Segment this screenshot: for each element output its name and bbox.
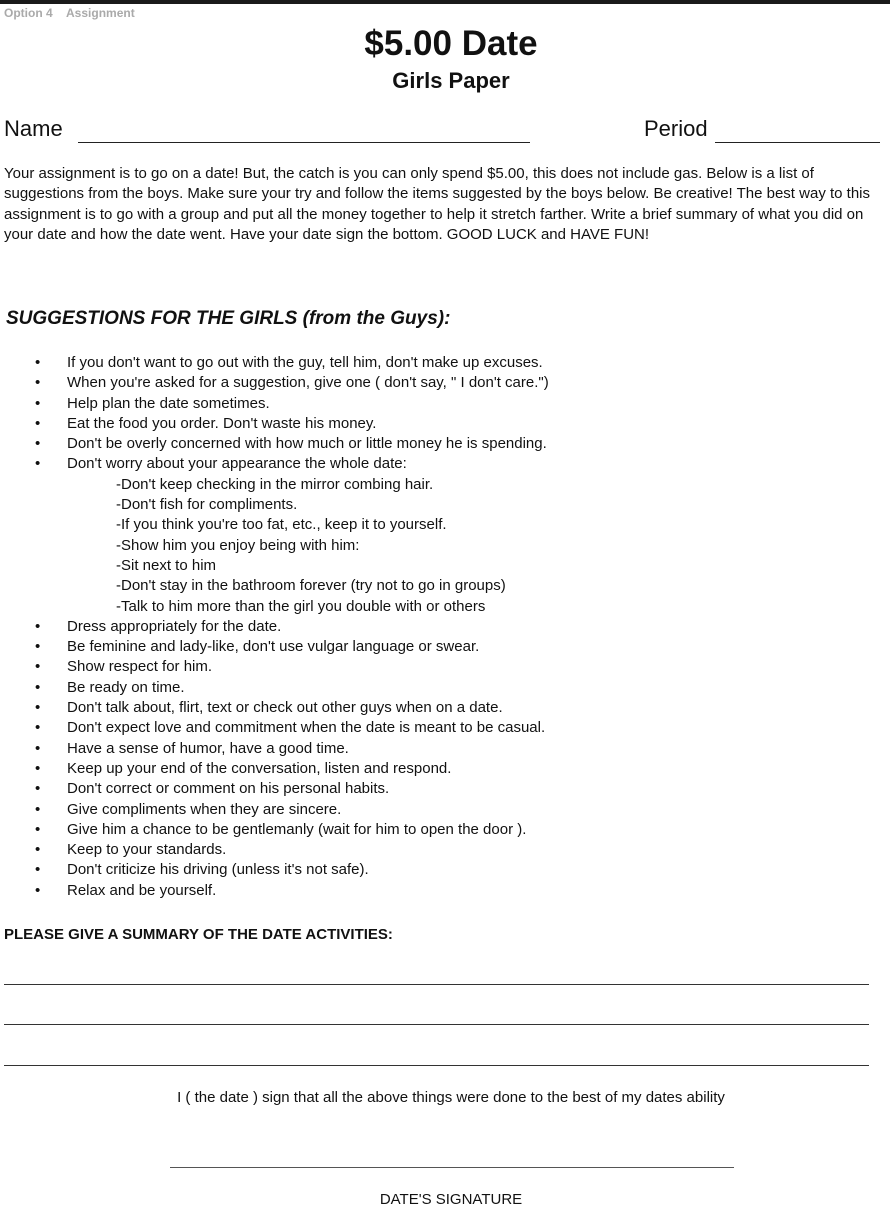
suggestions-list bbox=[0, 353, 890, 901]
sub-list-item: -Show him you enjoy being with him: bbox=[116, 536, 360, 554]
list-item: • Relax and be yourself. bbox=[0, 881, 890, 901]
summary-line[interactable] bbox=[4, 1065, 869, 1066]
page-subtitle: Girls Paper bbox=[392, 68, 510, 93]
sub-list-item: -If you think you're too fat, etc., keep it to yourself. bbox=[116, 516, 447, 534]
list-item: • Dress appropriately for the date. bbox=[0, 617, 890, 637]
sign-statement: I ( the date ) sign that all the above things were done to the best of my dates ability bbox=[177, 1089, 725, 1106]
list-item: • Don't criticize his driving (unless it's not safe). bbox=[0, 860, 890, 880]
list-item: • Keep up your end of the conversation, listen and respond. bbox=[0, 759, 890, 779]
header-label bbox=[4, 6, 135, 20]
list-item: • Eat the food you order. Don't waste his money. bbox=[0, 414, 890, 434]
sub-list-item: -Don't keep checking in the mirror combing hair. bbox=[116, 475, 434, 493]
period-label: Period bbox=[644, 116, 708, 141]
list-item: • Show respect for him. bbox=[0, 657, 890, 677]
list-item: • Keep to your standards. bbox=[0, 840, 890, 860]
list-item: • Don't expect love and commitment when the date is meant to be casual. bbox=[0, 718, 890, 738]
suggestions-heading: SUGGESTIONS FOR THE GIRLS (from the Guys): bbox=[6, 308, 451, 329]
name-label: Name bbox=[4, 116, 63, 141]
signature-line[interactable] bbox=[170, 1167, 734, 1168]
list-item: • Don't worry about your appearance the whole date: bbox=[0, 454, 890, 474]
sub-list-item: -Don't fish for compliments. bbox=[116, 496, 298, 514]
list-item: • Don't correct or comment on his personal habits. bbox=[0, 779, 890, 799]
list-item: • When you're asked for a suggestion, give one ( don't say, " I don't care.") bbox=[0, 373, 890, 393]
top-border bbox=[0, 0, 890, 4]
summary-line[interactable] bbox=[4, 984, 869, 985]
summary-heading: PLEASE GIVE A SUMMARY OF THE DATE ACTIVITIES: bbox=[4, 926, 393, 943]
name-field-line[interactable] bbox=[78, 142, 530, 143]
list-item: • Give him a chance to be gentlemanly (wait for him to open the door ). bbox=[0, 820, 890, 840]
period-field-line[interactable] bbox=[715, 142, 880, 143]
list-item: • Be ready on time. bbox=[0, 678, 890, 698]
list-item: • Have a sense of humor, have a good time. bbox=[0, 739, 890, 759]
list-item: • Help plan the date sometimes. bbox=[0, 394, 890, 414]
list-item: • Don't be overly concerned with how much or little money he is spending. bbox=[0, 434, 890, 454]
intro-paragraph: Your assignment is to go on a date! But, the catch is you can only spend $5.00, this does not include gas. Below is a list of suggestions from the boys. Make sure your try and follow the items suggested by the boys below. Be creative! The best way to this assignment is to go with a group and put all the money together to help it stretch farther. Write a brief summary of what you did on your date and how the date went. Have your date sign the bottom. GOOD LUCK and HAVE FUN! bbox=[4, 165, 871, 244]
option-label: Option 4 bbox=[4, 6, 53, 20]
signature-label: DATE'S SIGNATURE bbox=[379, 1191, 523, 1208]
sub-list-item: -Sit next to him bbox=[116, 556, 217, 574]
sub-list-item: -Talk to him more than the girl you double with or others bbox=[116, 597, 486, 615]
sub-list-item: -Don't stay in the bathroom forever (try not to go in groups) bbox=[116, 577, 506, 595]
assignment-label: Assignment bbox=[66, 6, 135, 20]
list-item: • Be feminine and lady-like, don't use vulgar language or swear. bbox=[0, 637, 890, 657]
list-item: • Give compliments when they are sincere. bbox=[0, 800, 890, 820]
summary-line[interactable] bbox=[4, 1024, 869, 1025]
list-item: • If you don't want to go out with the guy, tell him, don't make up excuses. bbox=[0, 353, 890, 373]
list-item: • Don't talk about, flirt, text or check out other guys when on a date. bbox=[0, 698, 890, 718]
page-title: $5.00 Date bbox=[364, 24, 538, 63]
